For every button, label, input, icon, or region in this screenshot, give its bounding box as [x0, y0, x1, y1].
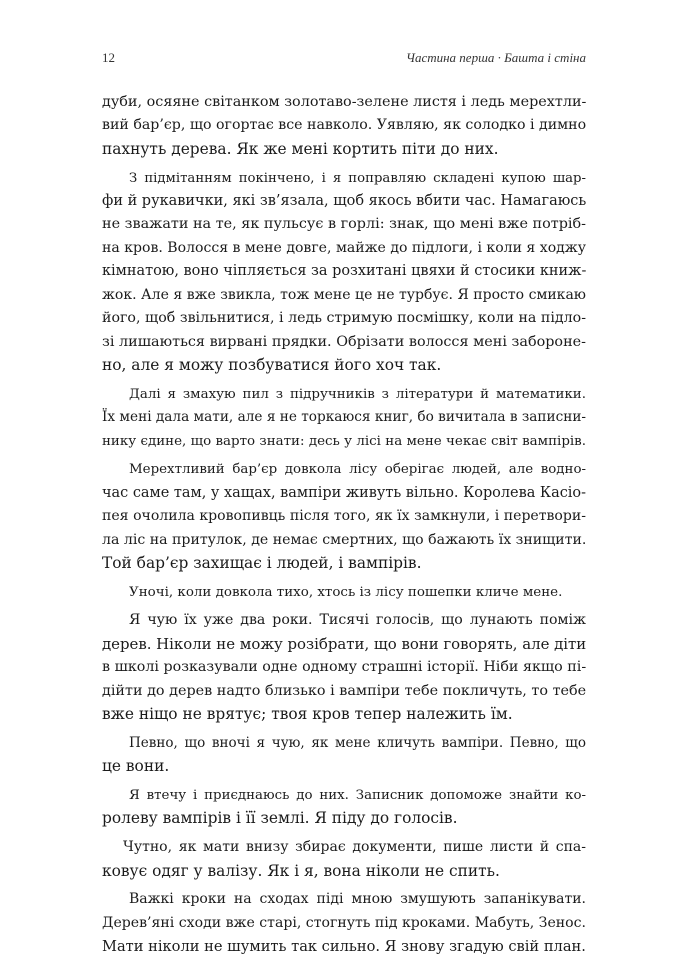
paragraph-10 — [102, 888, 586, 958]
paragraph-4 — [102, 458, 586, 575]
text-line: ла ліс на притулок, де немає смертних, що бажають їх знищити. — [102, 531, 587, 548]
paragraph-2 — [102, 167, 586, 378]
text-line: час саме там, у хащах, вампіри живуть вільно. Королева Касіо- — [102, 484, 586, 501]
text-line: на кров. Волосся в мене довге, майже до підлоги, і коли я ходжу — [102, 239, 586, 256]
running-head — [102, 50, 586, 68]
text-line: Чутно, як мати внизу збирає документи, пише листи й спа- — [123, 839, 586, 856]
part-title: Частина перша — [405, 50, 495, 65]
text-line: ролеву вампірів і її землі. Я піду до голосів. — [102, 809, 458, 828]
text-line: вий бар’єр, що огортає все навколо. Уявляю, як солодко і димно — [102, 117, 587, 134]
chapter-title: Башта і стіна — [504, 50, 586, 65]
text-line: Далі я змахую пил з підручників з літератури й математики. — [129, 386, 586, 402]
paragraph-8 — [102, 784, 586, 831]
paragraph-3 — [102, 383, 586, 453]
text-line: Я чую їх уже два роки. Тисячі голосів, що лунають поміж — [129, 612, 586, 629]
text-line: Важкі кроки на сходах піді мною змушують запанікувати. — [129, 891, 586, 908]
paragraph-5 — [102, 581, 586, 604]
chapter-heading — [406, 50, 586, 66]
text-line: Уночі, коли довкола тихо, хтось із лісу пошепки кличе мене. — [129, 584, 563, 600]
text-line: пахнуть дерева. Як же мені кортить піти до них. — [102, 139, 499, 158]
text-line: пея очолила кровопивць після того, як їх замкнули, і перетвори- — [102, 508, 586, 525]
body-text — [102, 91, 586, 964]
text-line: Мати ніколи не шумить так сильно. Я знову згадую свій план. — [102, 938, 586, 956]
text-line: но, але я можу позбуватися його хоч так. — [102, 356, 442, 375]
paragraph-6 — [102, 609, 586, 726]
text-line: кімнатою, воно чіпляється за розхитані цвяхи й стосики книж- — [102, 263, 587, 280]
text-line: ковує одяг у валізу. Як і я, вона ніколи не спить. — [102, 861, 500, 880]
paragraph-9 — [102, 836, 586, 883]
text-line: Я втечу і приєднаюсь до них. Записник допоможе знайти ко- — [129, 788, 586, 803]
text-line: дійти до дерев надто близько і вампіри тебе покличуть, то тебе — [102, 682, 587, 699]
text-line: не зважати на те, як пульсує в горлі: знак, що мені вже потріб- — [102, 216, 586, 233]
text-line: Мерехтливий бар’єр довкола лісу оберігає людей, але водно- — [129, 462, 586, 478]
text-line: вже ніщо не врятує; твоя кров тепер належить їм. — [102, 705, 513, 724]
header-separator: · — [497, 50, 501, 65]
text-line: це вони. — [102, 757, 170, 776]
text-line: З підмітанням покінчено, і я поправляю складені купою шар- — [129, 170, 586, 186]
text-line: дерев. Ніколи не можу розібрати, що вони говорять, але діти — [102, 634, 587, 653]
text-line: жок. Але я вже звикла, тож мене це не турбує. Я просто смикаю — [102, 286, 586, 303]
paragraph-7 — [102, 732, 586, 779]
text-line: фи й рукавички, які зв’язала, щоб якось вбити час. Намагаюсь — [102, 193, 587, 209]
text-line: Дерев’яні сходи вже старі, стогнуть під кроками. Мабуть, Зенос. — [102, 914, 587, 931]
text-line: зі лишаються вирвані прядки. Обрізати волосся мені заборонe- — [102, 333, 586, 350]
text-line: Їх мені дала мати, але я не торкаюся книг, бо вичитала в записни- — [102, 409, 587, 426]
text-line: Певно, що вночі я чую, як мене кличуть вампіри. Певно, що — [129, 734, 586, 751]
text-line: його, щоб звільнитися, і ледь стримую посмішку, коли на підло- — [102, 310, 586, 327]
text-line: дуби, осяяне світанком золотаво-зелене листя і ледь мерехтли- — [102, 94, 587, 110]
paragraph-1 — [102, 91, 586, 161]
text-line: в школі розказували одне одному страшні історії. Ніби якщо пі- — [102, 659, 587, 676]
page-number: 12 — [102, 50, 115, 65]
text-line: нику єдине, що варто знати: десь у лісі на мене чекає світ вампірів. — [102, 433, 586, 449]
text-line: Той бар’єр захищає і людей, і вампірів. — [102, 554, 422, 573]
